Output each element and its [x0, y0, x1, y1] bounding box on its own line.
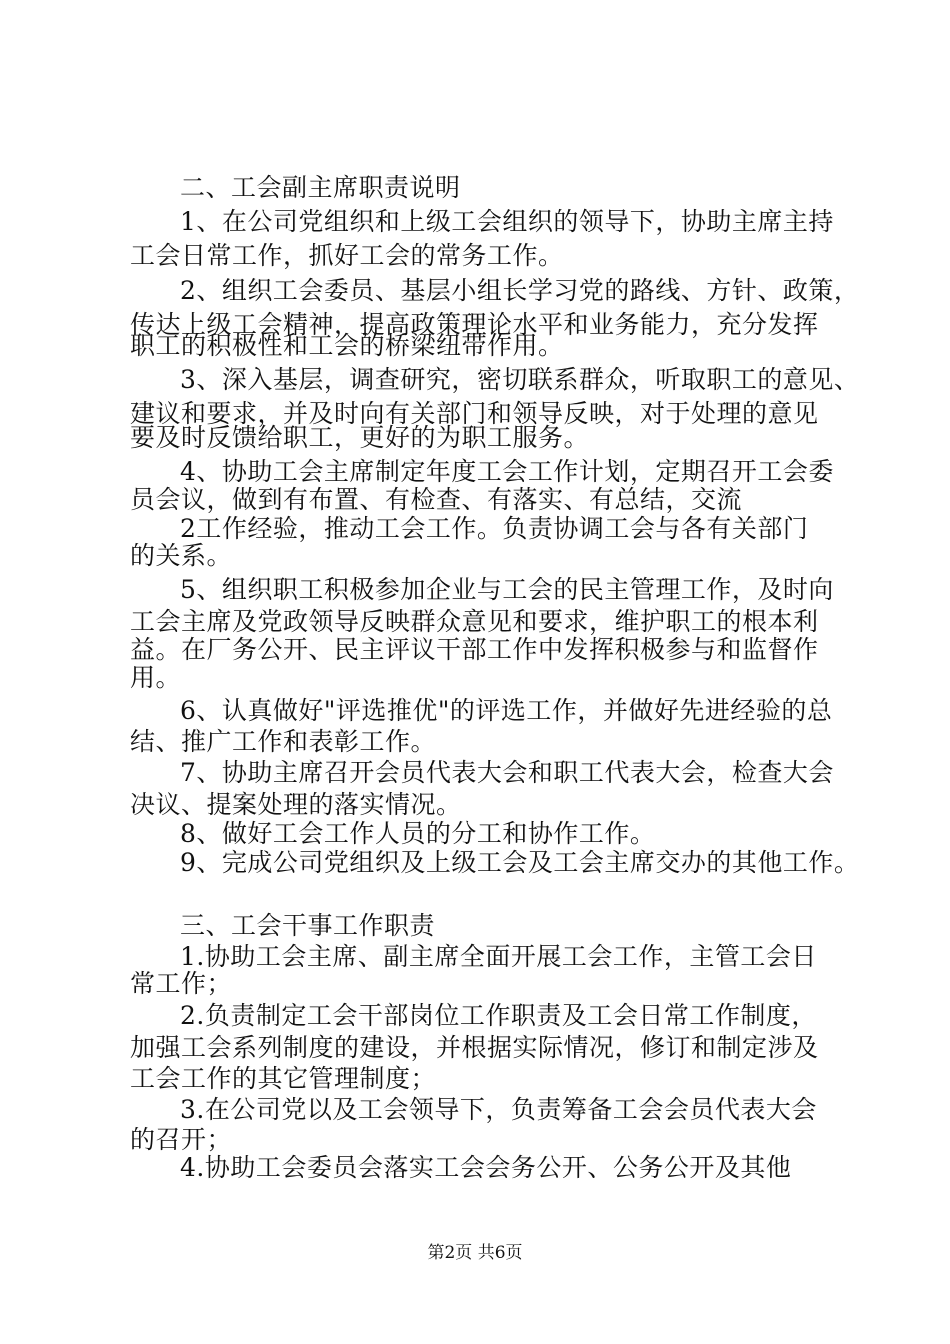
paragraph-line: 6、认真做好"评选推优"的评选工作，并做好先进经验的总: [180, 696, 833, 725]
paragraph-line: 结、推广工作和表彰工作。: [130, 727, 437, 756]
paragraph-line: 2工作经验，推动工会工作。负责协调工会与各有关部门: [180, 514, 809, 543]
section-heading: 三、工会干事工作职责: [180, 911, 436, 940]
paragraph-line: 决议、提案处理的落实情况。: [130, 790, 462, 819]
paragraph-line: 要及时反馈给职工，更好的为职工服务。: [130, 423, 590, 452]
paragraph-line: 职工的积极性和工会的桥梁纽带作用。: [130, 331, 564, 360]
paragraph-line: 7、协助主席召开会员代表大会和职工代表大会，检查大会: [180, 758, 834, 787]
paragraph-line: 用。: [130, 663, 182, 692]
paragraph-line: 8、做好工会工作人员的分工和协作工作。: [180, 819, 656, 848]
paragraph-line: 工会工作的其它管理制度；: [130, 1064, 437, 1093]
paragraph-line: 传达上级工会精神，提高政策理论水平和业务能力，充分发挥: [130, 310, 819, 339]
paragraph-line: 3、深入基层，调查研究，密切联系群众，听取职工的意见、: [180, 365, 860, 394]
paragraph-line: 3.在公司党以及工会领导下，负责筹备工会会员代表大会: [180, 1095, 817, 1124]
section-heading: 二、工会副主席职责说明: [180, 173, 461, 202]
paragraph-line: 1、在公司党组织和上级工会组织的领导下，协助主席主持: [180, 207, 834, 236]
paragraph-line: 的召开；: [130, 1125, 233, 1154]
paragraph-line: 4、协助工会主席制定年度工会工作计划，定期召开工会委: [180, 457, 834, 486]
paragraph-line: 员会议，做到有布置、有检查、有落实、有总结，交流: [130, 485, 743, 514]
paragraph-line: 2.负责制定工会干部岗位工作职责及工会日常工作制度，: [180, 1001, 817, 1030]
paragraph-line: 工会主席及党政领导反映群众意见和要求，维护职工的根本利: [130, 607, 819, 636]
paragraph-line: 益。在厂务公开、民主评议干部工作中发挥积极参与和监督作: [130, 635, 819, 664]
paragraph-line: 建议和要求，并及时向有关部门和领导反映，对于处理的意见: [130, 399, 819, 428]
paragraph-line: 2、组织工会委员、基层小组长学习党的路线、方针、政策，: [180, 276, 860, 305]
paragraph-line: 加强工会系列制度的建设，并根据实际情况，修订和制定涉及: [130, 1033, 819, 1062]
paragraph-line: 9、完成公司党组织及上级工会及工会主席交办的其他工作。: [180, 848, 860, 877]
paragraph-line: 5、组织职工积极参加企业与工会的民主管理工作，及时向: [180, 575, 834, 604]
paragraph-line: 的关系。: [130, 541, 233, 570]
paragraph-line: 1.协助工会主席、副主席全面开展工会工作，主管工会日: [180, 942, 817, 971]
paragraph-line: 工会日常工作，抓好工会的常务工作。: [130, 241, 564, 270]
paragraph-line: 常工作；: [130, 969, 233, 998]
page-number: 第2页 共6页: [427, 1243, 523, 1263]
paragraph-line: 4.协助工会委员会落实工会会务公开、公务公开及其他: [180, 1153, 792, 1182]
